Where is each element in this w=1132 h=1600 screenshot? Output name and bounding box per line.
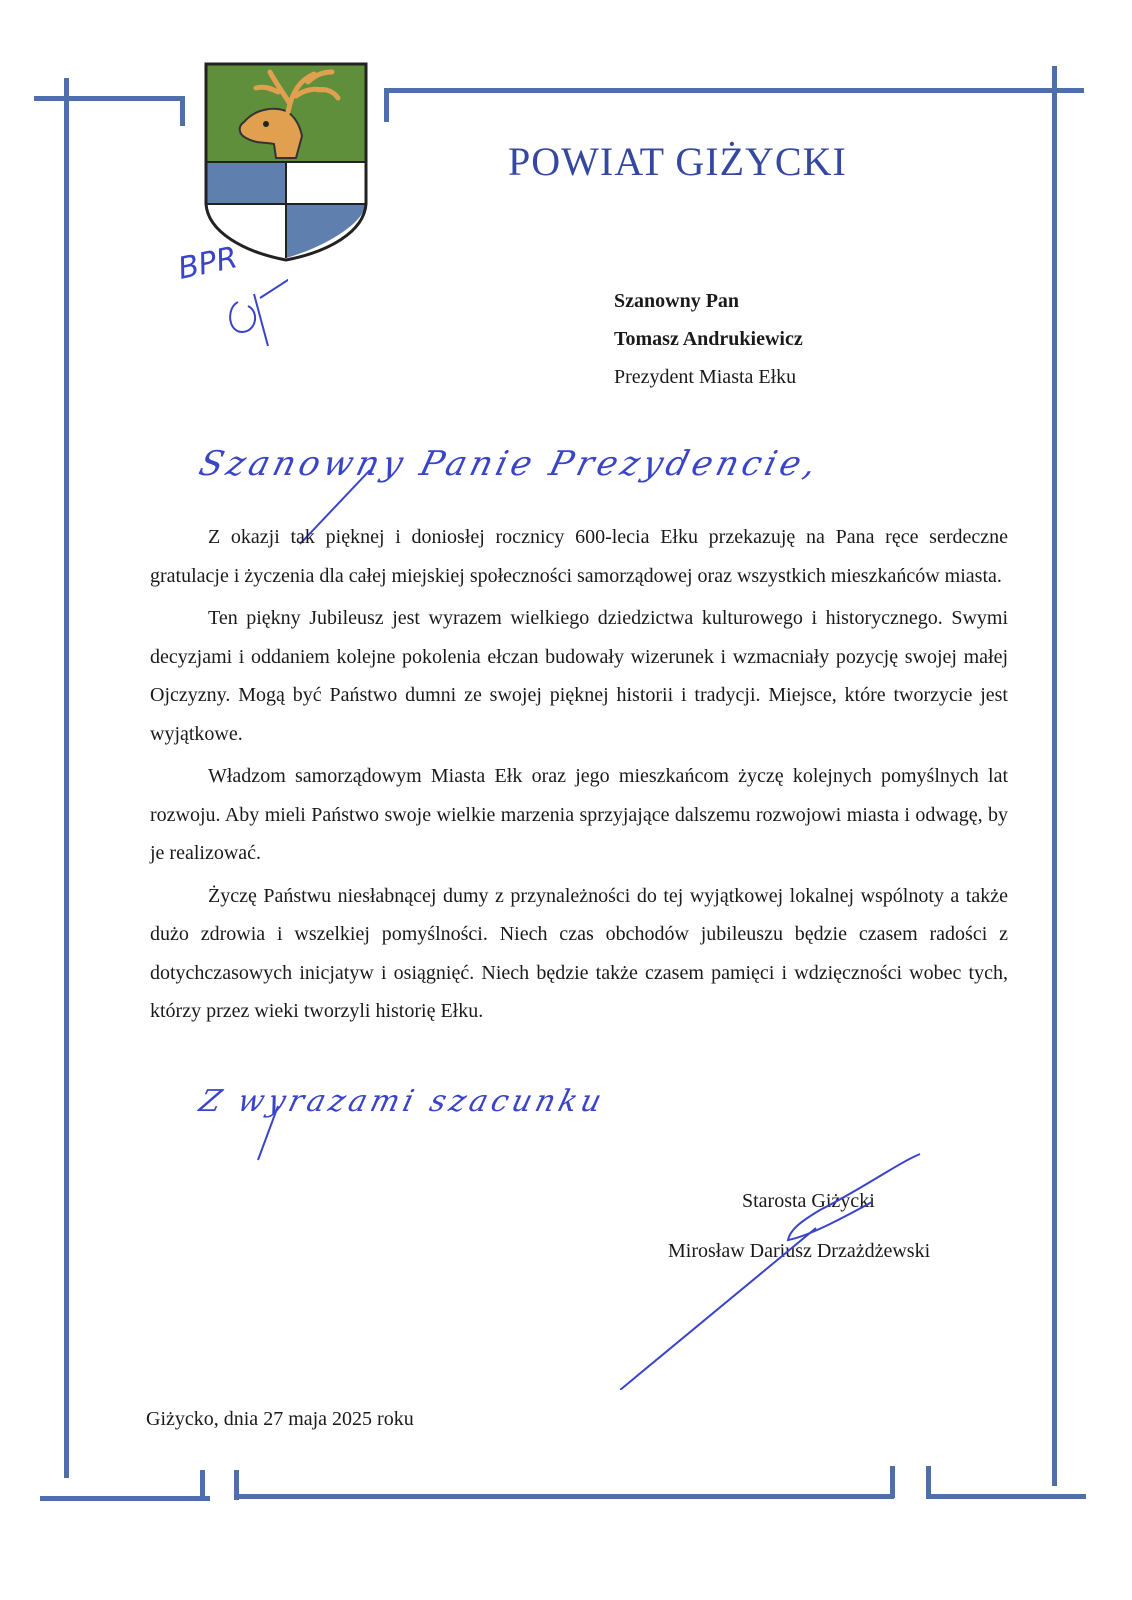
- page-title: POWIAT GIŻYCKI: [508, 139, 847, 184]
- coat-of-arms-deer-icon: [204, 62, 368, 262]
- handwritten-annotation: BPR: [178, 246, 288, 356]
- paragraph: Z okazji tak pięknej i doniosłej rocznicy 600-lecia Ełku przekazuję na Pana ręce serdeczne gratulacje i życzenia dla całej miejskiej społeczności samorządowej oraz wszystkich mieszkańców miasta.: [150, 526, 1008, 587]
- signature-role: Starosta Giżycki: [742, 1190, 875, 1212]
- handwritten-signature: [620, 1140, 960, 1390]
- addressee-block: [614, 282, 803, 396]
- addressee-name: Tomasz Andrukiewicz: [614, 328, 803, 350]
- letter-body: [150, 518, 1008, 1031]
- handwritten-closing: Z wyrazami szacunku: [200, 1084, 680, 1164]
- place-date: Giżycko, dnia 27 maja 2025 roku: [146, 1408, 414, 1430]
- paragraph: Władzom samorządowym Miasta Ełk oraz jego mieszkańcom życzę kolejnych pomyślnych lat rozwoju. Aby mieli Państwo swoje wielkie marzenia sprzyjające dalszemu rozwojowi miasta i odwagę, by je realizować.: [150, 765, 1008, 864]
- signature-name: Mirosław Dariusz Drzażdżewski: [668, 1240, 931, 1262]
- addressee-position: Prezydent Miasta Ełku: [614, 366, 797, 388]
- paragraph: Życzę Państwu niesłabnącej dumy z przynależności do tej wyjątkowej lokalnej wspólnoty a także dużo zdrowia i wszelkiej pomyślności. Niech czas obchodów jubileuszu będzie czasem radości z dotychczasowych inicjatyw i osiągnięć. Niech będzie także czasem pamięci i wdzięczności wobec tych, którzy przez wieki tworzyli historię Ełku.: [150, 884, 1008, 1022]
- handwritten-greeting: Szanowny Panie Prezydencie,: [200, 444, 820, 514]
- addressee-salutation: Szanowny Pan: [614, 290, 740, 312]
- paragraph: Ten piękny Jubileusz jest wyrazem wielkiego dziedzictwa kulturowego i historycznego. Swymi decyzjami i oddaniem kolejne pokolenia ełczan budowały wizerunek i wzmacniały pozycję swojej małej Ojczyzny. Mogą być Państwo dumni ze swojej pięknej historii i tradycji. Miejsce, które tworzycie jest wyjątkowe.: [150, 607, 1008, 745]
